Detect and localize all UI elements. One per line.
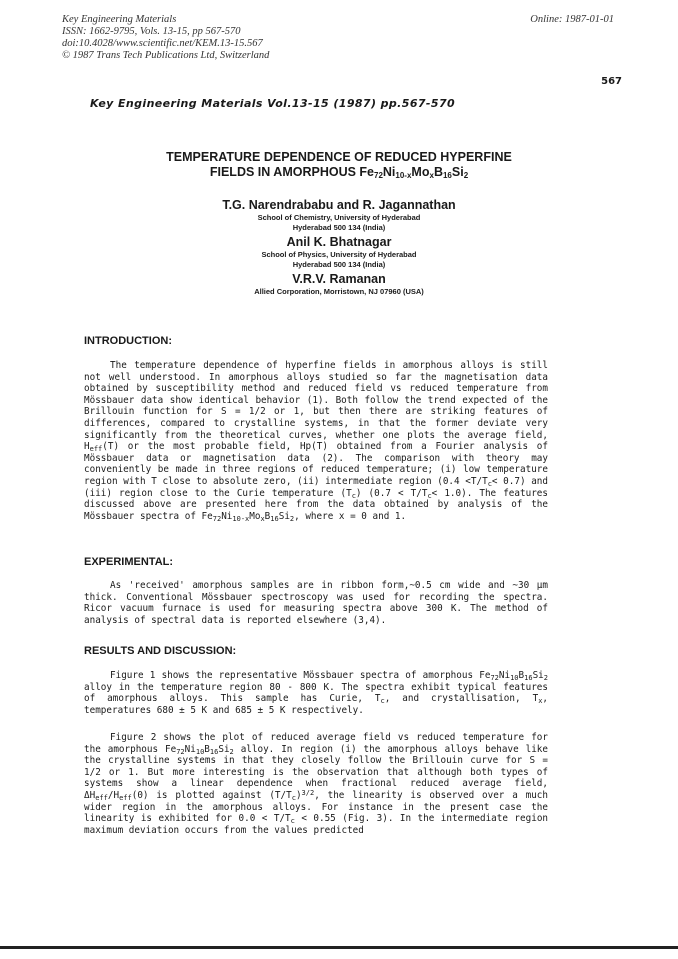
paper-title [60,150,618,183]
affiliation-1-line-2: Hyderabad 500 134 (India) [292,222,386,232]
affiliation-2-line-1: School of Physics, University of Hyderabad [261,250,417,259]
author-group-3: V.R.V. Ramanan [292,272,386,286]
experimental-heading: EXPERIMENTAL: [84,556,174,568]
author-group-1: T.G. Narendrababu and R. Jagannathan [222,198,456,212]
affiliation-2-line-2: Hyderabad 500 134 (India) [292,259,386,269]
header-journal: Key Engineering Materials [62,14,177,25]
citation-header [62,14,269,62]
affiliation-1-line-1: School of Chemistry, University of Hyderabad [257,213,421,222]
online-date: Online: 1987-01-01 [530,14,614,25]
header-copyright: © 1987 Trans Tech Publications Ltd, Switzerland [62,50,270,61]
bottom-rule [0,946,678,949]
header-doi[interactable]: doi:10.4028/www.scientific.net/KEM.13-15.567 [62,38,263,49]
page-number: 567 [601,76,622,87]
results-paragraph-1: Figure 1 shows the representative Mössbauer spectra of amorphous $Fe_{72}Ni_{10}B_{16}Si_2$ alloy in the temperature region 80 - 800 K. The spectra exhibit typical features of amorphous alloys. This sample has Curie, $T_c$, and crystallisation, $T_x$, temperatures 680 ± 5 K and 685 ± 5 K respectively. [84,670,549,716]
header-issn: ISSN: 1662-9795, Vols. 13-15, pp 567-570 [62,26,241,37]
journal-line: Key Engineering Materials Vol.13-15 (1987) pp.567-570 [90,97,456,110]
affiliation-3-line-1: Allied Corporation, Morristown, NJ 07960 (USA) [254,287,424,296]
introduction-paragraph: The temperature dependence of hyperfine fields in amorphous alloys is still not well understood. In amorphous alloys studied so far the magnetisation data obtained by susceptibility method and reduced field vs reduced temperature from Mössbauer data show identical behavior (1). Both follow the trend expected of the Brillouin function for S = 1/2 or 1, but then there are striking features of differences, compared to crystalline systems, in that the former deviate very significantly from the theoretical curves, whether one plots the average field, $H_{eff}(T)$ or the most probable field, Hp(T) obtained from a Fourier analysis of Mössbauer data or magnetisation data (2). The comparison with theory may conveniently be made in three regions of reduced temperature; (i) low temperature region with T close to absolute zero, (ii) intermediate region $(0.4 <T/T_c< 0.7)$ and (iii) region close to the Curie temperature $(T_c) (0.7 < T/T_c< 1.0)$. The features discussed above are presented here from the data obtained by analysis of the Mössbauer spectra of $Fe_{72}Ni_{10-x}Mo_xB_{16}Si_2$, where x = 0 and 1. [84,360,549,523]
results-heading: RESULTS AND DISCUSSION: [84,645,237,657]
experimental-paragraph: As 'received' amorphous samples are in ribbon form,~0.5 cm wide and ~30 μm thick. Conventional Mössbauer spectroscopy was used for recording the spectra. Ricor vacuum furnace is used for measuring spectra above 300 K. The method of analysis of spectral data is reported elsewhere (3,4). [84,580,548,626]
results-paragraph-2: Figure 2 shows the plot of reduced average field vs reduced temperature for the amorphous $Fe_{72}Ni_{10}B_{16}Si_2$ alloy. In region (i) the amorphous alloys behave like the crystalline systems in that they closely follow the Brillouin curve for S = 1/2 or 1. But more interesting is the observation that although both types of systems show a linear dependence when fractional reduced average field, $\Delta H_{eff}/H_{eff}(0)$ is plotted against $(T/T_c)^{3/2}$, the linearity is observed over a much wider region in the amorphous alloys. For instance in the present case the linearity is exhibited for $0.0 < T/T_c < 0.55$ (Fig. 3). In the intermediate region maximum deviation occurs from the values predicted [84,732,549,836]
introduction-heading: INTRODUCTION: [84,335,172,347]
title-line-1: TEMPERATURE DEPENDENCE OF REDUCED HYPERFINE [166,150,512,164]
title-line-2: FIELDS IN AMORPHOUS $Fe_{72}Ni_{10-x}Mo_xB_{16}Si_2$ [209,165,469,180]
author-group-2: Anil K. Bhatnagar [286,235,392,249]
author-block [60,195,618,297]
